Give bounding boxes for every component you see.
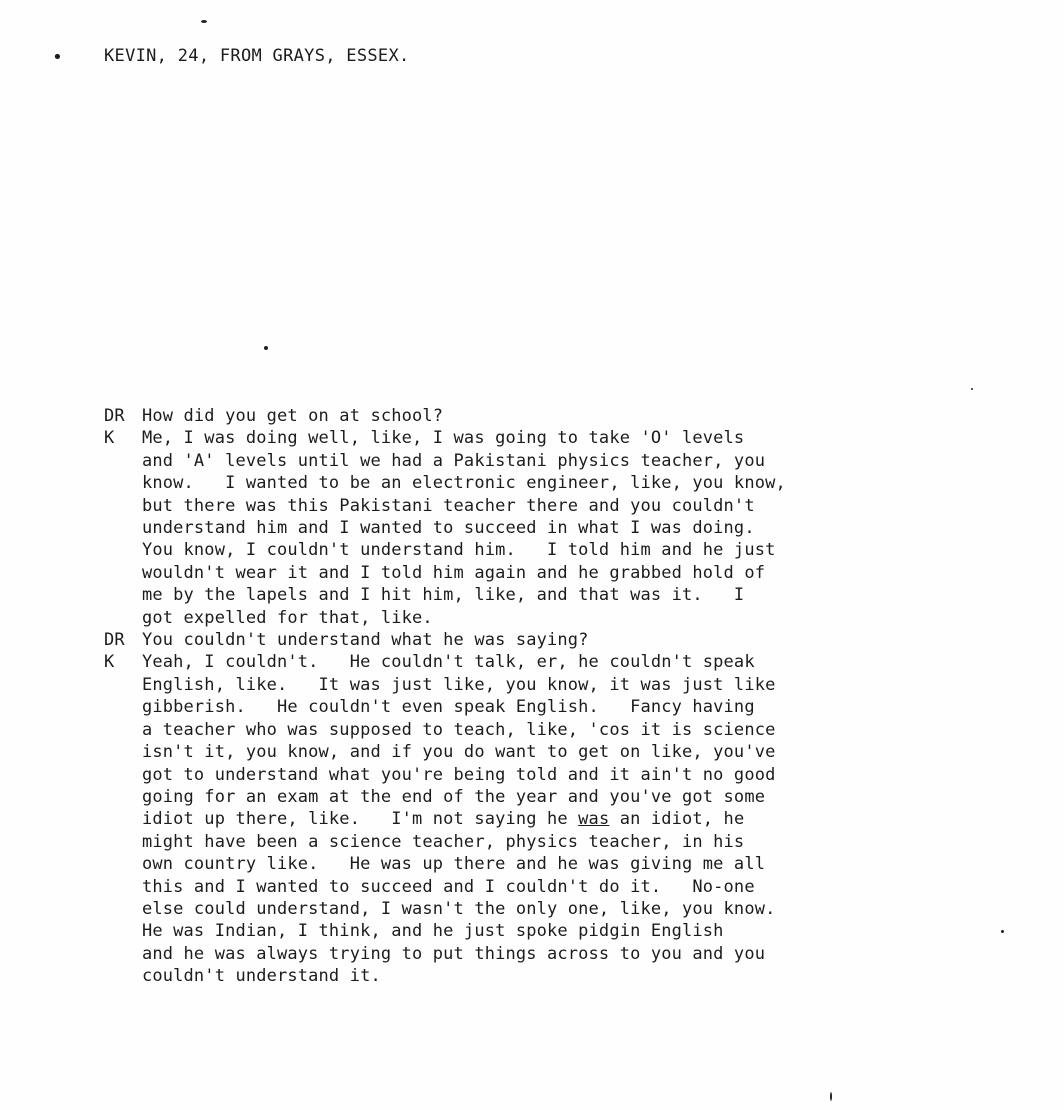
speaker-label: K <box>104 428 115 449</box>
transcript-turn <box>104 629 1004 651</box>
turn-text <box>142 629 1004 651</box>
underlined-emphasis: was <box>578 809 610 830</box>
scan-speck <box>264 346 268 350</box>
interviewee-heading: KEVIN, 24, FROM GRAYS, ESSEX. <box>104 46 410 66</box>
transcript-line: couldn't understand it. <box>142 966 381 987</box>
transcript-line: isn't it, you know, and if you do want to get on like, you've <box>142 742 776 763</box>
transcript-line: know. I wanted to be an electronic engineer, like, you know, <box>142 473 786 494</box>
turn-text <box>142 651 1004 987</box>
transcript-line: got expelled for that, like. <box>142 607 433 628</box>
transcript-line: a teacher who was supposed to teach, like, 'cos it is science <box>142 719 776 740</box>
speaker-label: DR <box>104 406 125 426</box>
transcript-line: and 'A' levels until we had a Pakistani physics teacher, you <box>142 450 766 471</box>
transcript-line: gibberish. He couldn't even speak English. Fancy having <box>142 697 755 718</box>
scan-speck <box>830 1092 832 1101</box>
transcript-line: but there was this Pakistani teacher there and you couldn't <box>142 495 755 516</box>
transcript-line: else could understand, I wasn't the only one, like, you know. <box>142 898 776 919</box>
speaker-label: K <box>104 652 115 673</box>
transcript-line: own country like. He was up there and he was giving me all <box>142 854 766 875</box>
transcript-turn <box>104 427 1004 629</box>
transcript-line: me by the lapels and I hit him, like, and that was it. I <box>142 585 745 606</box>
transcript-line: understand him and I wanted to succeed in what I was doing. <box>142 518 755 539</box>
transcript-line: Me, I was doing well, like, I was going to take 'O' levels <box>142 428 745 449</box>
turn-text <box>142 405 1004 427</box>
transcript-line: this and I wanted to succeed and I couldn't do it. No-one <box>142 876 755 897</box>
scan-speck <box>971 388 973 390</box>
transcript-line: wouldn't wear it and I told him again and he grabbed hold of <box>142 562 766 583</box>
interview-transcript <box>104 405 1004 988</box>
speaker-label: DR <box>104 630 125 651</box>
transcript-line: idiot up there, like. I'm not saying he was an idiot, he <box>142 809 745 830</box>
header-bullet: • <box>52 47 63 68</box>
transcript-line: You know, I couldn't understand him. I told him and he just <box>142 540 776 561</box>
transcript-line: English, like. It was just like, you know, it was just like <box>142 674 776 695</box>
transcript-line: might have been a science teacher, physics teacher, in his <box>142 831 745 852</box>
transcript-line: Yeah, I couldn't. He couldn't talk, er, he couldn't speak <box>142 652 755 673</box>
transcript-turn <box>104 405 1004 427</box>
transcript-line: How did you get on at school? <box>142 406 444 426</box>
turn-text <box>142 427 1004 629</box>
transcript-line: He was Indian, I think, and he just spoke pidgin English <box>142 921 724 942</box>
transcript-line: and he was always trying to put things across to you and you <box>142 943 766 964</box>
scan-speck <box>201 20 207 23</box>
transcript-turn <box>104 651 1004 987</box>
transcript-line: going for an exam at the end of the year and you've got some <box>142 786 766 807</box>
transcript-line: You couldn't understand what he was saying? <box>142 630 589 651</box>
transcript-line: got to understand what you're being told and it ain't no good <box>142 764 776 785</box>
